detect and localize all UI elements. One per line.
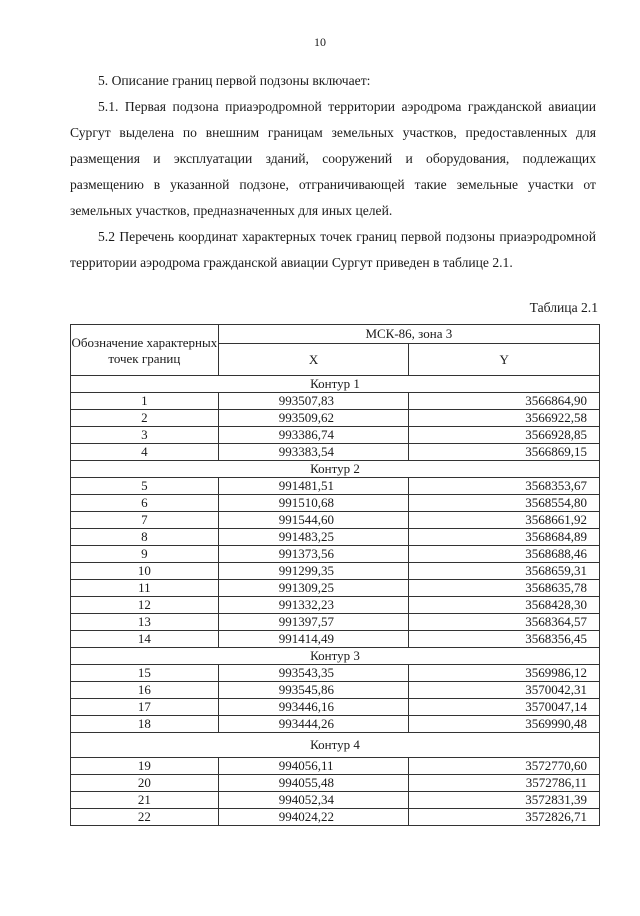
contour-title: Контур 3 xyxy=(71,648,600,665)
point-number: 22 xyxy=(71,809,219,826)
page-number: 10 xyxy=(314,35,326,49)
x-coordinate: 993444,26 xyxy=(218,716,409,733)
y-coordinate: 3570042,31 xyxy=(409,682,600,699)
table-row xyxy=(71,614,600,631)
table-row xyxy=(71,631,600,648)
table-row xyxy=(71,444,600,461)
x-coordinate: 993383,54 xyxy=(218,444,409,461)
table-row xyxy=(71,512,600,529)
x-coordinate: 993386,74 xyxy=(218,427,409,444)
x-header: X xyxy=(218,344,409,376)
y-coordinate: 3568661,92 xyxy=(409,512,600,529)
y-coordinate: 3568356,45 xyxy=(409,631,600,648)
y-coordinate: 3568688,46 xyxy=(409,546,600,563)
x-coordinate: 991299,35 xyxy=(218,563,409,580)
paragraph-5-1: 5.1. Первая подзона приаэродромной территории аэродрома гражданской авиации Сургут выделена по внешним границам земельных участков, предоставленных для размещения и эксплуатации зданий, сооружений и оборудования, подлежащих размещению в указанной подзоне, отграничивающей такие земельные участки от земельных участков, предназначенных для иных целей. xyxy=(70,99,596,218)
y-coordinate: 3568554,80 xyxy=(409,495,600,512)
point-number: 14 xyxy=(71,631,219,648)
contour-title: Контур 2 xyxy=(71,461,600,478)
y-coordinate: 3569986,12 xyxy=(409,665,600,682)
point-number: 8 xyxy=(71,529,219,546)
table-body xyxy=(71,376,600,826)
y-coordinate: 3572831,39 xyxy=(409,792,600,809)
table-row xyxy=(71,682,600,699)
table-row xyxy=(71,478,600,495)
x-coordinate: 991414,49 xyxy=(218,631,409,648)
col-point-header: Обозначение характерных точек границ xyxy=(71,325,219,376)
y-coordinate: 3569990,48 xyxy=(409,716,600,733)
table-row xyxy=(71,563,600,580)
y-coordinate: 3572770,60 xyxy=(409,758,600,775)
x-coordinate: 991309,25 xyxy=(218,580,409,597)
x-coordinate: 991397,57 xyxy=(218,614,409,631)
y-header: Y xyxy=(409,344,600,376)
table-row xyxy=(71,427,600,444)
x-coordinate: 991544,60 xyxy=(218,512,409,529)
point-number: 19 xyxy=(71,758,219,775)
point-number: 7 xyxy=(71,512,219,529)
x-coordinate: 991483,25 xyxy=(218,529,409,546)
y-coordinate: 3566922,58 xyxy=(409,410,600,427)
point-number: 10 xyxy=(71,563,219,580)
x-coordinate: 993543,35 xyxy=(218,665,409,682)
point-number: 18 xyxy=(71,716,219,733)
x-coordinate: 991373,56 xyxy=(218,546,409,563)
y-coordinate: 3570047,14 xyxy=(409,699,600,716)
y-coordinate: 3568364,57 xyxy=(409,614,600,631)
x-coordinate: 994024,22 xyxy=(218,809,409,826)
point-number: 9 xyxy=(71,546,219,563)
table-row xyxy=(71,580,600,597)
table-row xyxy=(71,699,600,716)
x-coordinate: 994052,34 xyxy=(218,792,409,809)
table-row xyxy=(71,665,600,682)
table-row xyxy=(71,495,600,512)
table-caption: Таблица 2.1 xyxy=(529,300,598,315)
table-row xyxy=(71,809,600,826)
contour-header-row xyxy=(71,461,600,478)
point-number: 5 xyxy=(71,478,219,495)
x-coordinate: 993446,16 xyxy=(218,699,409,716)
point-number: 15 xyxy=(71,665,219,682)
x-coordinate: 994056,11 xyxy=(218,758,409,775)
table-row xyxy=(71,775,600,792)
point-number: 20 xyxy=(71,775,219,792)
table-row xyxy=(71,758,600,775)
point-number: 3 xyxy=(71,427,219,444)
x-coordinate: 994055,48 xyxy=(218,775,409,792)
x-coordinate: 991332,23 xyxy=(218,597,409,614)
y-coordinate: 3572826,71 xyxy=(409,809,600,826)
table-row xyxy=(71,393,600,410)
x-coordinate: 991510,68 xyxy=(218,495,409,512)
contour-header-row xyxy=(71,733,600,758)
x-coordinate: 991481,51 xyxy=(218,478,409,495)
point-number: 11 xyxy=(71,580,219,597)
y-coordinate: 3572786,11 xyxy=(409,775,600,792)
coordinates-table xyxy=(70,324,600,826)
contour-title: Контур 4 xyxy=(71,733,600,758)
point-number: 17 xyxy=(71,699,219,716)
y-coordinate: 3568353,67 xyxy=(409,478,600,495)
table-row xyxy=(71,597,600,614)
table-row xyxy=(71,792,600,809)
contour-header-row xyxy=(71,376,600,393)
x-coordinate: 993507,83 xyxy=(218,393,409,410)
table-row xyxy=(71,410,600,427)
body-text xyxy=(70,68,596,276)
coordinate-system-header: МСК-86, зона 3 xyxy=(218,325,599,344)
y-coordinate: 3566869,15 xyxy=(409,444,600,461)
section-heading: 5. Описание границ первой подзоны включает: xyxy=(98,73,371,88)
table-row xyxy=(71,716,600,733)
y-coordinate: 3568428,30 xyxy=(409,597,600,614)
y-coordinate: 3568659,31 xyxy=(409,563,600,580)
y-coordinate: 3566864,90 xyxy=(409,393,600,410)
point-number: 4 xyxy=(71,444,219,461)
point-number: 12 xyxy=(71,597,219,614)
y-coordinate: 3568684,89 xyxy=(409,529,600,546)
y-coordinate: 3566928,85 xyxy=(409,427,600,444)
table-row xyxy=(71,546,600,563)
x-coordinate: 993509,62 xyxy=(218,410,409,427)
y-coordinate: 3568635,78 xyxy=(409,580,600,597)
point-number: 21 xyxy=(71,792,219,809)
contour-header-row xyxy=(71,648,600,665)
contour-title: Контур 1 xyxy=(71,376,600,393)
point-number: 1 xyxy=(71,393,219,410)
table-row xyxy=(71,529,600,546)
point-number: 6 xyxy=(71,495,219,512)
paragraph-5-2: 5.2 Перечень координат характерных точек границ первой подзоны приаэродромной территории аэродрома гражданской авиации Сургут приведен в таблице 2.1. xyxy=(70,229,596,270)
point-number: 16 xyxy=(71,682,219,699)
point-number: 2 xyxy=(71,410,219,427)
point-number: 13 xyxy=(71,614,219,631)
x-coordinate: 993545,86 xyxy=(218,682,409,699)
